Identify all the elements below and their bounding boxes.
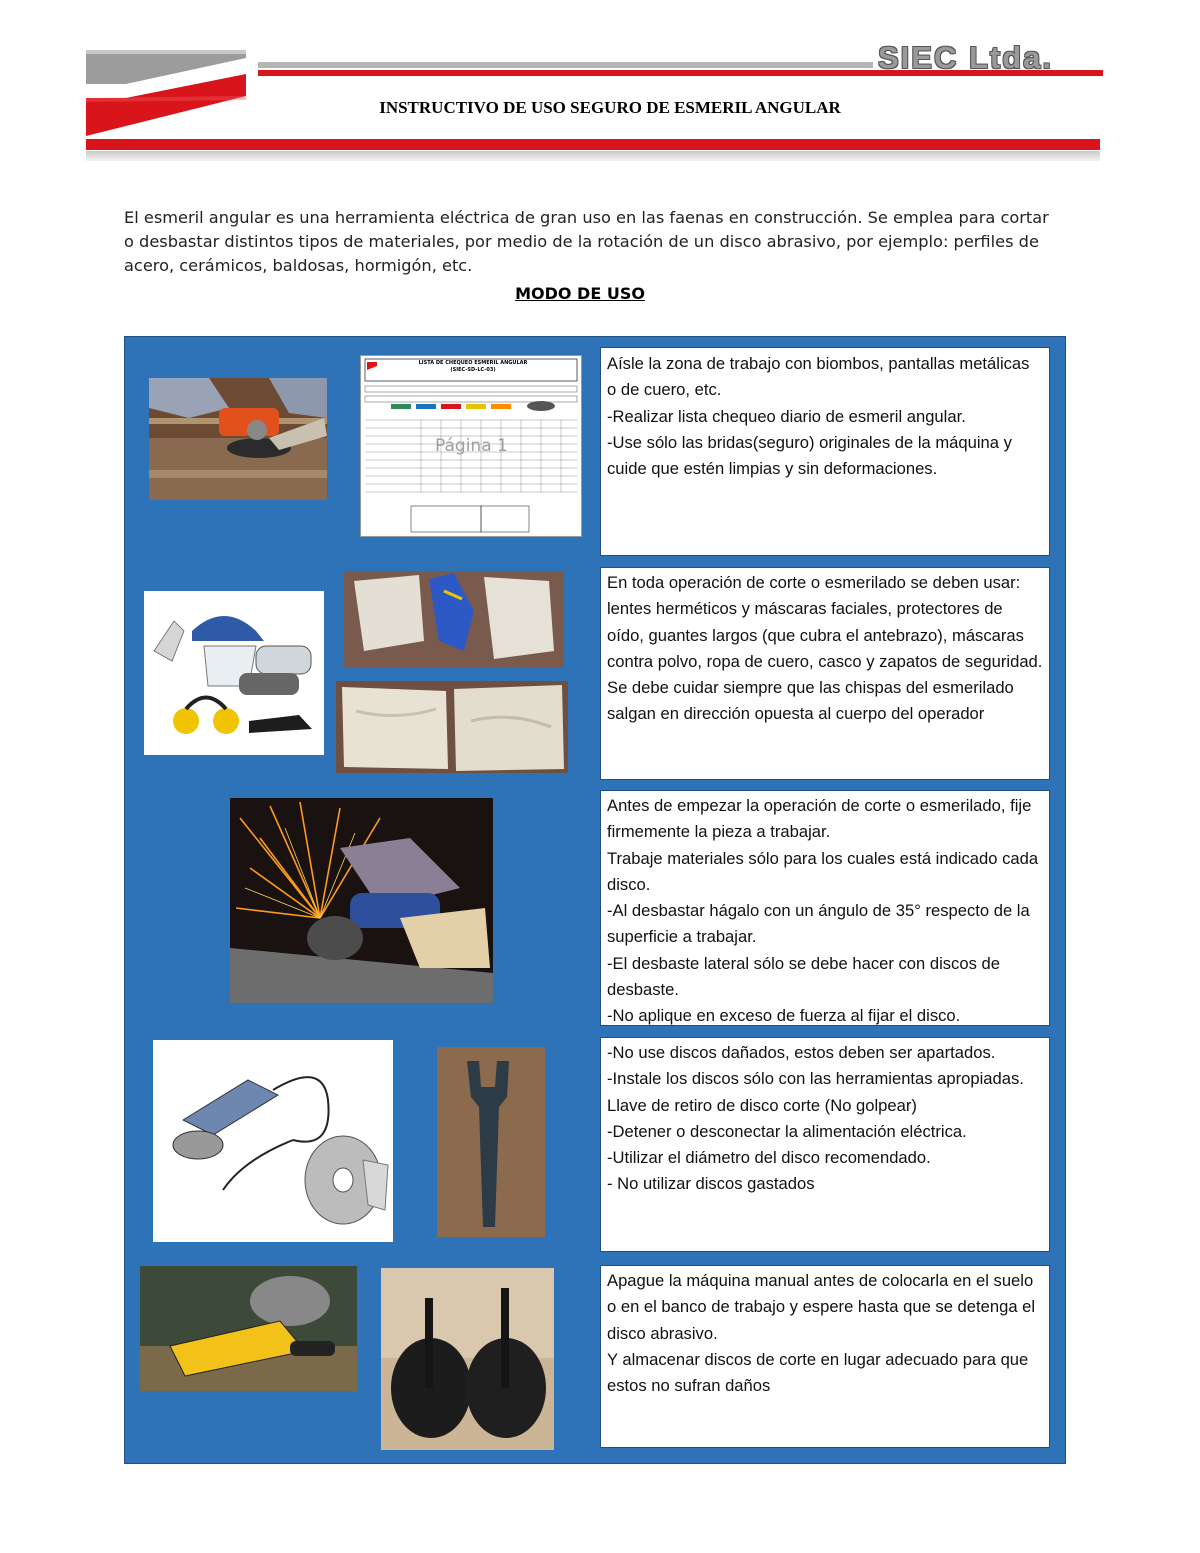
checklist-code: (SIEC-SD-LC-03) (450, 367, 496, 373)
header-gray-rule (258, 62, 873, 68)
grinding-sparks-photo (230, 798, 493, 1003)
step-box-1 (600, 347, 1050, 556)
section-title: MODO DE USO (515, 284, 645, 303)
step-box-4 (600, 1037, 1050, 1252)
step-box-3 (600, 790, 1050, 1026)
company-brand: SIEC Ltda. (878, 40, 1054, 75)
step-2-list (607, 570, 1043, 728)
disc-wrench-photo (437, 1047, 545, 1237)
step-4-line: -No use discos dañados, estos deben ser apartados. (607, 1043, 996, 1062)
checklist-form-image (360, 355, 582, 537)
gloves-photo (344, 571, 564, 668)
step-5-line: Y almacenar discos de corte en lugar adecuado para que estos no sufran daños (607, 1349, 1029, 1396)
document-title: INSTRUCTIVO DE USO SEGURO DE ESMERIL ANGULAR (379, 98, 841, 117)
step-3-line: -El desbaste lateral sólo se debe hacer con discos de desbaste. (607, 953, 1000, 1000)
grinder-cutting-photo (149, 378, 327, 500)
header-gray-band (86, 151, 1100, 161)
intro-paragraph: El esmeril angular es una herramienta eléctrica de gran uso en las faenas en construcción. Se emplea para cortar o desbastar distintos tipos de materiales, por medio de la rotación de un disco abrasivo, por ejemplo: perfiles de acero, cerámicos, baldosas, hormigón, etc. (124, 208, 1049, 275)
step-1-line: Aísle la zona de trabajo con biombos, pantallas metálicas o de cuero, etc. (607, 354, 1030, 400)
step-4-line: -Detener o desconectar la alimentación eléctrica. (607, 1121, 967, 1141)
company-logo (86, 44, 248, 136)
step-5-list (607, 1268, 1043, 1399)
step-4-line: -Instale los discos sólo con las herramientas apropiadas. Llave de retiro de disco corte (No golpear) (607, 1069, 1024, 1115)
step-3-line: -No aplique en exceso de fuerza al fijar el disco. (607, 1006, 961, 1026)
step-3-line: Trabaje materiales sólo para los cuales está indicado cada disco. (607, 848, 1039, 894)
step-4-list (607, 1040, 1043, 1198)
stored-discs-photo (381, 1268, 554, 1450)
step-3-line: Antes de empezar la operación de corte o esmerilado, fije firmemente la pieza a trabajar. (607, 796, 1032, 842)
step-box-5 (600, 1265, 1050, 1448)
header-red-band (86, 139, 1100, 150)
leather-apron-photo (336, 681, 568, 773)
ppe-equipment-photo (144, 591, 324, 755)
checklist-title: LISTA DE CHEQUEO ESMERIL ANGULAR (418, 360, 528, 366)
grinder-and-disc-illustration (153, 1040, 393, 1242)
step-2-line: Se debe cuidar siempre que las chispas del esmerilado salgan en dirección opuesta al cuerpo del operador (607, 678, 1014, 724)
step-4-line: -Utilizar el diámetro del disco recomendado. (607, 1148, 931, 1168)
page-watermark: Página 1 (435, 436, 508, 456)
yellow-grinder-photo (140, 1266, 357, 1391)
step-2-line: En toda operación de corte o esmerilado se deben usar: lentes herméticos y máscaras faciales, protectores de oído, guantes largos (que cubra el antebrazo), máscaras contra polvo, ropa de cuero, casco y zapatos de seguridad. (607, 573, 1043, 671)
step-3-list (607, 793, 1043, 1030)
step-box-2 (600, 567, 1050, 780)
step-5-line: Apague la máquina manual antes de colocarla en el suelo o en el banco de trabajo y espere hasta que se detenga el disco abrasivo. (607, 1271, 1036, 1343)
step-3-line: -Al desbastar hágalo con un ángulo de 35° respecto de la superficie a trabajar. (607, 901, 1030, 947)
step-1-list (607, 351, 1043, 482)
step-1-line: -Realizar lista chequeo diario de esmeril angular. (607, 406, 966, 426)
step-1-line: -Use sólo las bridas(seguro) originales de la máquina y cuide que estén limpias y sin deformaciones. (607, 432, 1012, 479)
step-4-line: - No utilizar discos gastados (607, 1174, 815, 1194)
